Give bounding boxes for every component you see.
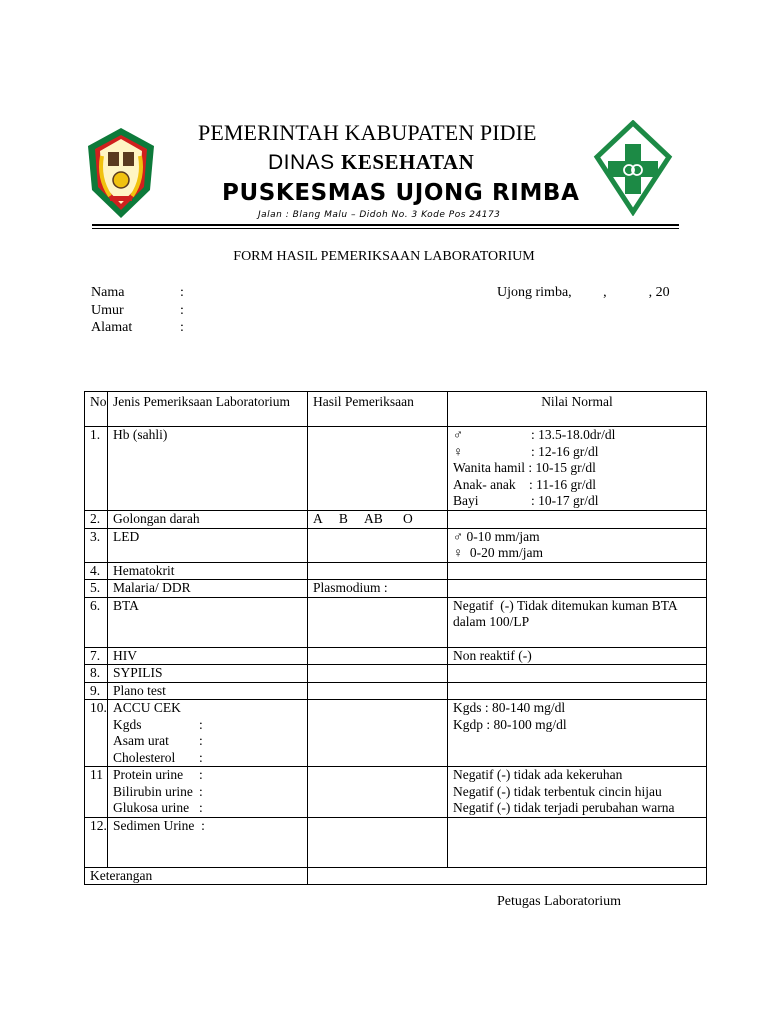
row-nilai [448, 528, 707, 562]
jenis-sub [113, 750, 302, 767]
alamat-label: Alamat [91, 320, 133, 335]
row-no: 3. [85, 528, 108, 562]
row-jenis: LED [108, 528, 308, 562]
nilai-line [453, 427, 701, 444]
row-nilai [448, 817, 707, 867]
row-hasil [308, 700, 448, 767]
table-row [85, 682, 707, 700]
sub-colon: : [199, 783, 203, 799]
row-nilai: Non reaktif (-) [448, 647, 707, 665]
row-nilai [448, 427, 707, 511]
row-nilai [448, 511, 707, 529]
nilai-line: dalam 100/LP [453, 614, 530, 629]
row-hasil [308, 767, 448, 818]
row-nilai [448, 665, 707, 683]
table-row [85, 580, 707, 598]
row-jenis: Plano test [108, 682, 308, 700]
header-government: PEMERINTAH KABUPATEN PIDIE [198, 120, 537, 145]
row-hasil: Plasmodium : [308, 580, 448, 598]
table-row [85, 511, 707, 529]
place-date: Ujong rimba, , , 20 [497, 285, 670, 300]
nilai-value: : 10-17 gr/dl [531, 493, 599, 508]
nilai-line: Kgds : 80-140 mg/dl [453, 700, 566, 715]
table-row [85, 427, 707, 511]
nilai-value: : 12-16 gr/dl [531, 443, 599, 459]
row-hasil [308, 682, 448, 700]
row-jenis [108, 700, 308, 767]
table-row [85, 597, 707, 647]
jenis-sub [113, 800, 302, 817]
umur-colon: : [180, 303, 184, 318]
row-nilai [448, 597, 707, 647]
row-hasil [308, 647, 448, 665]
row-no: 4. [85, 562, 108, 580]
header-no: No [85, 392, 108, 427]
male-symbol: ♂ [453, 427, 464, 442]
header-hasil: Hasil Pemeriksaan [308, 392, 448, 427]
sub-colon: : [199, 749, 203, 765]
nilai-line: ♂ 0-10 mm/jam [453, 528, 540, 544]
table-row [85, 562, 707, 580]
table-row [85, 665, 707, 683]
row-nilai [448, 682, 707, 700]
keterangan-value [308, 867, 707, 885]
umur-label: Umur [91, 303, 124, 318]
table-row [85, 817, 707, 867]
nilai-line: Negatif (-) Tidak ditemukan kuman BTA [453, 597, 678, 613]
header-nilai: Nilai Normal [448, 392, 707, 427]
keterangan-label: Keterangan [85, 867, 308, 885]
nilai-line [453, 493, 701, 510]
signer-title: Petugas Laboratorium [497, 894, 622, 909]
row-hasil: A B AB O [308, 511, 448, 529]
header-address: Jalan : Blang Malu – Didoh No. 3 Kode Pos 24173 [258, 210, 501, 220]
row-jenis: Hematokrit [108, 562, 308, 580]
table-row [85, 528, 707, 562]
puskesmas-emblem [593, 120, 673, 216]
header-divider-thin [92, 228, 679, 229]
jenis-sub [113, 784, 302, 801]
nilai-line: ♀ 0-20 mm/jam [453, 545, 543, 560]
table-row [85, 767, 707, 818]
row-hasil [308, 528, 448, 562]
row-no: 11 [85, 767, 108, 818]
nilai-line [453, 444, 701, 461]
sub-label: Bilirubin urine [113, 783, 193, 799]
jenis-sub [113, 717, 302, 734]
row-jenis: Hb (sahli) [108, 427, 308, 511]
row-nilai [448, 767, 707, 818]
row-nilai [448, 562, 707, 580]
sub-label: Kgds [113, 716, 142, 732]
jenis-sub [113, 733, 302, 750]
row-jenis: Golongan darah [108, 511, 308, 529]
row-hasil [308, 597, 448, 647]
table-row [85, 700, 707, 767]
jenis-title: ACCU CEK [113, 700, 181, 715]
header-puskesmas: PUSKESMAS UJONG RIMBA [222, 180, 580, 206]
alamat-colon: : [180, 320, 184, 335]
row-no: 2. [85, 511, 108, 529]
nilai-value: : 13.5-18.0dr/dl [531, 427, 616, 442]
row-hasil [308, 562, 448, 580]
sub-label: Glukosa urine [113, 800, 190, 815]
row-hasil [308, 817, 448, 867]
header-jenis: Jenis Pemeriksaan Laboratorium [108, 392, 308, 427]
nilai-value: : 11-16 gr/dl [529, 476, 596, 492]
nilai-value: : 10-15 gr/dl [528, 460, 596, 475]
row-no: 6. [85, 597, 108, 647]
header-agency-bold: KESEHATAN [341, 150, 475, 174]
female-symbol: ♀ [453, 443, 464, 459]
row-no: 5. [85, 580, 108, 598]
row-hasil [308, 665, 448, 683]
nilai-line: Negatif (-) tidak ada kekeruhan [453, 767, 623, 782]
row-jenis: Sedimen Urine : [108, 817, 308, 867]
form-title: FORM HASIL PEMERIKSAAN LABORATORIUM [233, 249, 535, 264]
row-no: 7. [85, 647, 108, 665]
row-no: 10. [85, 700, 108, 767]
nilai-line [453, 477, 701, 494]
row-jenis: Malaria/ DDR [108, 580, 308, 598]
row-nilai [448, 700, 707, 767]
table-header-row [85, 392, 707, 427]
sub-colon: : [199, 767, 203, 782]
row-no: 1. [85, 427, 108, 511]
sub-colon: : [199, 716, 203, 732]
kabupaten-pidie-emblem [84, 126, 158, 220]
row-no: 12. [85, 817, 108, 867]
row-nilai [448, 580, 707, 598]
nama-label: Nama [91, 285, 125, 300]
nilai-line: Negatif (-) tidak terbentuk cincin hijau [453, 783, 662, 799]
row-no: 9. [85, 682, 108, 700]
row-no: 8. [85, 665, 108, 683]
sub-colon: : [199, 733, 203, 748]
header-agency: DINAS KESEHATAN [268, 150, 475, 174]
nilai-label: Anak- anak [453, 476, 516, 492]
header-divider [92, 224, 679, 226]
table-row-keterangan [85, 867, 707, 885]
row-jenis: HIV [108, 647, 308, 665]
nilai-line [453, 460, 701, 477]
row-jenis [108, 767, 308, 818]
table-row [85, 647, 707, 665]
nilai-line: Negatif (-) tidak terjadi perubahan warna [453, 800, 675, 815]
nilai-label: Bayi [453, 493, 479, 508]
nilai-label: Wanita hamil [453, 460, 526, 475]
row-hasil [308, 427, 448, 511]
row-jenis: SYPILIS [108, 665, 308, 683]
nama-colon: : [180, 285, 184, 300]
jenis-sub [113, 767, 302, 784]
sub-label: Cholesterol [113, 749, 176, 765]
row-jenis: BTA [108, 597, 308, 647]
nilai-line: Kgdp : 80-100 mg/dl [453, 716, 567, 732]
sub-label: Protein urine [113, 767, 184, 782]
sub-label: Asam urat [113, 733, 169, 748]
sub-colon: : [199, 800, 203, 815]
lab-results-table [84, 391, 707, 885]
